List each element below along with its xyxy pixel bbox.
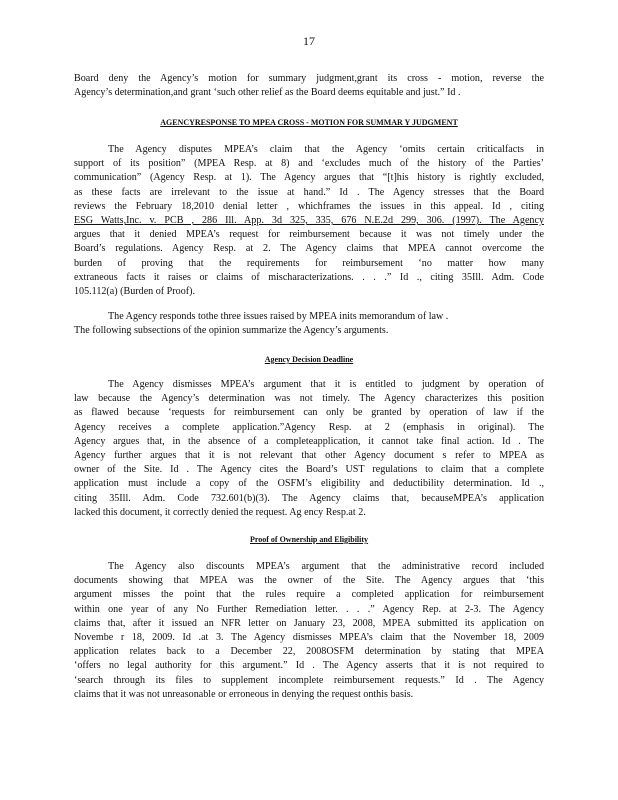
text-line: application relates back to a December 22, 2008OSFM determination by stating that MPEA — [74, 646, 544, 658]
text-line: extraneous facts it raises or claims of mischaracterizations. . . .” Id ., citing 35Ill. Adm. Code — [74, 271, 544, 283]
text-line: Novembe r 18, 2009. Id .at 3. The Agency dismisses MPEA’s claim that the November 18, 2009 — [74, 632, 544, 644]
text-line: law because the Agency’s determination was not timely. The Agency characterizes this position — [74, 393, 544, 405]
text-line: argument misses the point that the rules require a completed application for reimbursement — [74, 589, 544, 601]
text-line: within one year of any No Further Remediation letter. . . .” Agency Rep. at 2-3. The Agency — [74, 603, 544, 615]
text-line: ‘search through its files to supplement incomplete reimbursement requests.” Id . The Agency — [74, 674, 544, 686]
text-line: 105.112(a) (Burden of Proof). — [74, 286, 196, 298]
text-line: as flawed because ‘requests for reimbursement can only be granted by operation of law if the — [74, 407, 544, 419]
text-line: Board’s regulations. Agency Resp. at 2. The Agency claims that MPEA cannot overcome the — [74, 243, 544, 255]
responds-paragraph — [74, 310, 544, 338]
text-line: application must include a copy of the OSFM’s eligibility and deductibility determination. Id ., — [74, 478, 544, 490]
text-line: documents showing that MPEA was the owner of the Site. The Agency argues that ‘this — [74, 575, 544, 587]
text-line: ‘offers no legal authority for this argument.” Id . The Agency asserts that it is not required to — [74, 660, 544, 672]
proof-paragraph — [74, 560, 544, 702]
text-line: as these facts are irrelevant to the issue at hand.” Id . The Agency stresses that the Board — [74, 186, 544, 198]
text-line: support of its position” (MPEA Resp. at 8) and ‘excludes much of the history of the Parties’ — [74, 158, 544, 170]
text-line: Agency argues that, in the absence of a completeapplication, it cannot take final action. Id . The — [74, 435, 544, 447]
text-line: burden of proving that the requirements for reimbursement ‘no matter how many — [74, 257, 544, 269]
text-line: lacked this document, it correctly denied the request. Ag ency Resp.at 2. — [74, 506, 366, 518]
intro-paragraph — [74, 72, 544, 100]
text-line: The following subsections of the opinion summarize the Agency’s arguments. — [74, 325, 389, 337]
text-line: owner of the Site. Id . The Agency cites the Board’s UST regulations to claim that a complete — [74, 464, 544, 476]
agency-response-paragraph — [74, 143, 544, 299]
section-heading-proof-ownership: Proof of Ownership and Eligibility — [249, 535, 369, 544]
text-line: communication” (Agency Resp. at 1). The Agency argues that “[t]his history is rightly excluded, — [74, 172, 544, 184]
section-heading-decision-deadline: Agency Decision Deadline — [264, 355, 354, 364]
page-number: 17 — [303, 34, 315, 48]
deadline-paragraph — [74, 378, 544, 520]
text-line: Board deny the Agency’s motion for summary judgment,grant its cross - motion, reverse the — [74, 73, 544, 84]
text-line: Agency receives a complete application.”Agency Resp. at 2 (emphasis in original). The — [74, 421, 544, 433]
text-line: The Agency dismisses MPEA’s argument that it is entitled to judgment by operation of — [108, 379, 544, 390]
text-line: claims that, after it issued an NFR letter on January 23, 2008, MPEA submitted its application on — [74, 617, 544, 629]
text-line: The Agency also discounts MPEA’s argument that the administrative record included — [108, 561, 544, 572]
text-line: ESG Watts,Inc. v. PCB , 286 Ill. App. 3d 325, 335, 676 N.E.2d 299, 306. (1997). The Agency — [74, 215, 544, 227]
text-line: The Agency disputes MPEA’s claim that the Agency ‘omits certain criticalfacts in — [108, 144, 544, 155]
text-line: Agency’s determination,and grant ‘such other relief as the Board deems equitable and just.” Id . — [74, 87, 461, 99]
text-line: citing 35Ill. Adm. Code 732.601(b)(3). The Agency claims that, becauseMPEA’s application — [74, 492, 544, 504]
text-line: The Agency responds tothe three issues raised by MPEA inits memorandum of law . — [108, 311, 449, 322]
text-line: Agency further argues that it is not relevant that other Agency document s refer to MPEA as — [74, 450, 544, 462]
text-line: argues that it denied MPEA’s request for reimbursement because it was not timely under the — [74, 229, 544, 241]
text-line: reviews the February 18,2010 denial letter , whichframes the issues in this appeal. Id , citing — [74, 200, 544, 212]
text-line: claims that it was not unreasonable or erroneous in denying the request onthis basis. — [74, 688, 414, 700]
section-heading-agency-response: AGENCYRESPONSE TO MPEA CROSS - MOTION FOR SUMMAR Y JUDGMENT — [160, 118, 458, 127]
